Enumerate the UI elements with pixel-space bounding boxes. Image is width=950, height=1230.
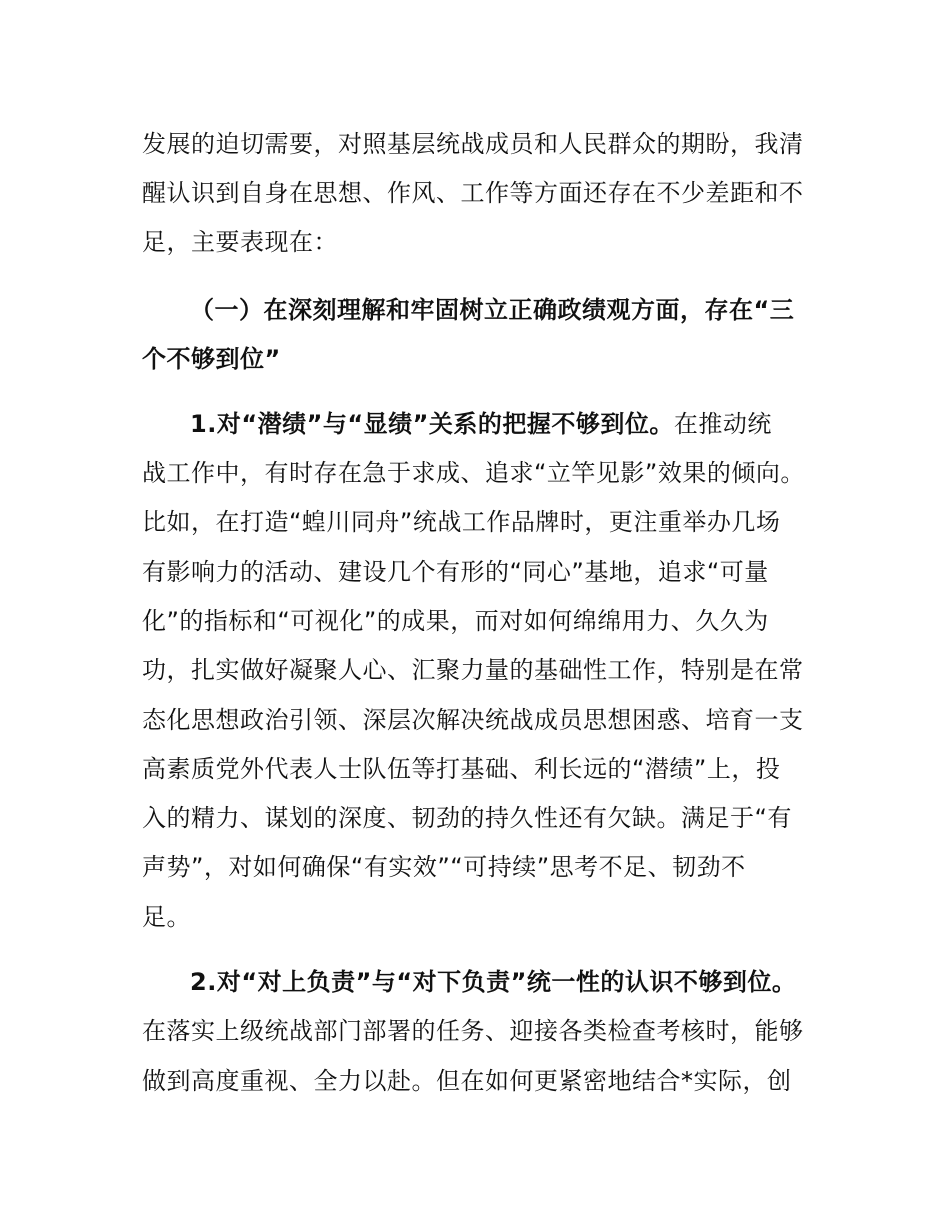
body-paragraph-line: 入的精力、谋划的深度、韧劲的持久性还有欠缺。满足于“有 xyxy=(142,804,792,832)
section-heading-line: （一）在深刻理解和牢固树立正确政绩观方面，存在“三 xyxy=(190,296,795,324)
body-paragraph-line: 战工作中，有时存在急于求成、追求“立竿见影”效果的倾向。 xyxy=(142,459,805,487)
subsection-text: 在推动统 xyxy=(673,410,772,438)
body-paragraph-line: 化”的指标和“可视化”的成果，而对如何绵绵用力、久久为 xyxy=(142,607,769,635)
section-heading-line: 个不够到位” xyxy=(142,345,281,373)
subsection-heading: 1.对“潜绩”与“显绩”关系的把握不够到位。 xyxy=(190,410,674,438)
subsection-first-line xyxy=(190,409,870,439)
body-paragraph-line: 在落实上级统战部门部署的任务、迎接各类检查考核时，能够 xyxy=(142,1017,804,1045)
body-paragraph-line: 高素质党外代表人士队伍等打基础、利长远的“潜绩”上，投 xyxy=(142,755,781,783)
body-paragraph-line: 做到高度重视、全力以赴。但在如何更紧密地结合*实际，创 xyxy=(142,1067,792,1095)
body-paragraph-line: 有影响力的活动、建设几个有形的“同心”基地，追求“可量 xyxy=(142,558,769,586)
subsection-heading-line: 2.对“对上负责”与“对下负责”统一性的认识不够到位。 xyxy=(190,968,797,996)
body-paragraph-line: 态化思想政治引领、深层次解决统战成员思想困惑、培育一支 xyxy=(142,706,804,734)
body-paragraph-line: 比如，在打造“蝗川同舟”统战工作品牌时，更注重举办几场 xyxy=(142,508,781,536)
body-paragraph-line: 发展的迫切需要，对照基层统战成员和人民群众的期盼，我清 xyxy=(142,130,804,158)
body-paragraph-line: 功，扎实做好凝聚人心、汇聚力量的基础性工作，特别是在常 xyxy=(142,656,804,684)
body-paragraph-line: 醒认识到自身在思想、作风、工作等方面还存在不少差距和不 xyxy=(142,179,804,207)
body-paragraph-line: 声势”，对如何确保“有实效”“可持续”思考不足、韧劲不 xyxy=(142,853,746,881)
body-paragraph-line: 足。 xyxy=(142,903,191,931)
body-paragraph-line: 足，主要表现在： xyxy=(142,228,338,256)
